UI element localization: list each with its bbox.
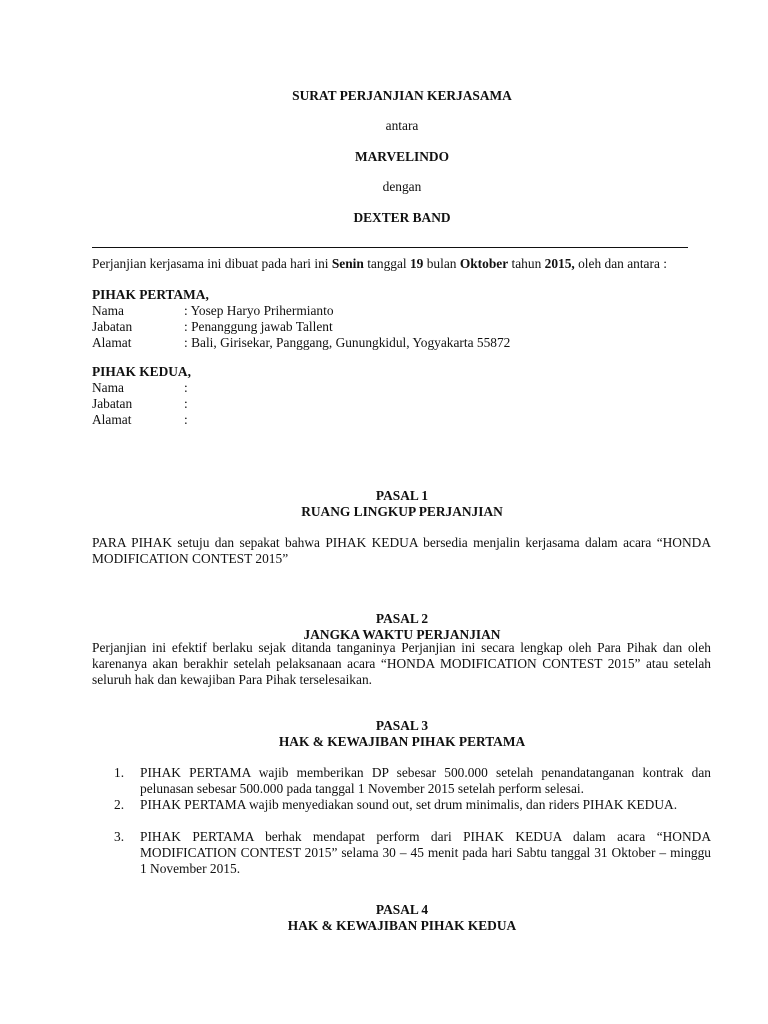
intro-month: Oktober [459,256,509,271]
pasal4-number: PASAL 4 [375,902,429,917]
pihak-pertama-row [92,303,334,319]
field-value: : Yosep Haryo Prihermianto [184,303,334,318]
pihak-kedua-row [92,412,188,428]
intro-year: 2015, [544,256,575,271]
intro-date: 19 [409,256,424,271]
list-number: 2. [114,797,125,812]
pihak-kedua-row [92,380,188,396]
field-label: Nama [92,380,124,395]
pihak-pertama-row [92,319,333,335]
list-text: PIHAK PERTAMA wajib menyediakan sound out, set drum minimalis, dan riders PIHAK KEDUA. [140,797,678,812]
pasal4-title: HAK & KEWAJIBAN PIHAK KEDUA [287,918,517,933]
field-label: Alamat [92,335,132,350]
field-value: : Penanggung jawab Tallent [184,319,333,334]
pihak-kedua-heading: PIHAK KEDUA, [92,364,191,379]
field-label: Jabatan [92,396,133,411]
intro-paragraph [92,256,667,272]
list-text: PIHAK PERTAMA wajib memberikan DP sebesar 500.000 setelah penandatanganan kontrak dan pelunasan sebesar 500.000 pada tanggal 1 November 2015 setelah perform selesai. [140,765,711,796]
document-title: SURAT PERJANJIAN KERJASAMA [292,88,512,103]
pasal1-number: PASAL 1 [375,488,429,503]
with-word: dengan [382,179,422,194]
party1-name: MARVELINDO [354,149,449,164]
intro-text-2: tanggal [363,256,410,271]
intro-text-4: tahun [508,256,545,271]
party2-name: DEXTER BAND [353,210,451,225]
pasal1-body: PARA PIHAK setuju dan sepakat bahwa PIHAK KEDUA bersedia menjalin kerjasama dalam acara “HONDA MODIFICATION CONTEST 2015” [92,535,711,566]
pasal2-body: Perjanjian ini efektif berlaku sejak ditanda tanganinya Perjanjian ini secara lengkap oleh Para Pihak dan oleh karenanya akan berakhir setelah pelaksanaan acara “HONDA MODIFICATION CONTEST 2015” atau setelah seluruh hak dan kewajiban Para Pihak terselesaikan. [92,640,711,687]
intro-text-3: bulan [423,256,460,271]
intro-text-5: oleh dan antara : [574,256,667,271]
list-number: 1. [114,765,125,780]
pihak-pertama-heading: PIHAK PERTAMA, [92,287,209,302]
field-label: Nama [92,303,124,318]
header-divider [92,247,688,248]
pihak-kedua-row [92,396,188,412]
list-number: 3. [114,829,125,844]
pasal3-number: PASAL 3 [375,718,429,733]
pasal2-number: PASAL 2 [375,611,429,626]
pihak-pertama-row [92,335,510,351]
between-word: antara [385,118,419,133]
field-value: : [184,380,188,395]
intro-text-1: Perjanjian kerjasama ini dibuat pada hari ini [92,256,332,271]
pasal2-title: JANGKA WAKTU PERJANJIAN [303,627,501,642]
pasal1-title: RUANG LINGKUP PERJANJIAN [301,504,503,519]
intro-day: Senin [331,256,364,271]
field-value: : [184,412,188,427]
field-label: Alamat [92,412,132,427]
list-text: PIHAK PERTAMA berhak mendapat perform dari PIHAK KEDUA dalam acara “HONDA MODIFICATION CONTEST 2015” selama 30 – 45 menit pada hari Sabtu tanggal 31 Oktober – minggu 1 November 2015. [140,829,711,876]
field-value: : Bali, Girisekar, Panggang, Gunungkidul, Yogyakarta 55872 [184,335,511,350]
field-label: Jabatan [92,319,133,334]
pasal3-title: HAK & KEWAJIBAN PIHAK PERTAMA [278,734,526,749]
field-value: : [184,396,188,411]
